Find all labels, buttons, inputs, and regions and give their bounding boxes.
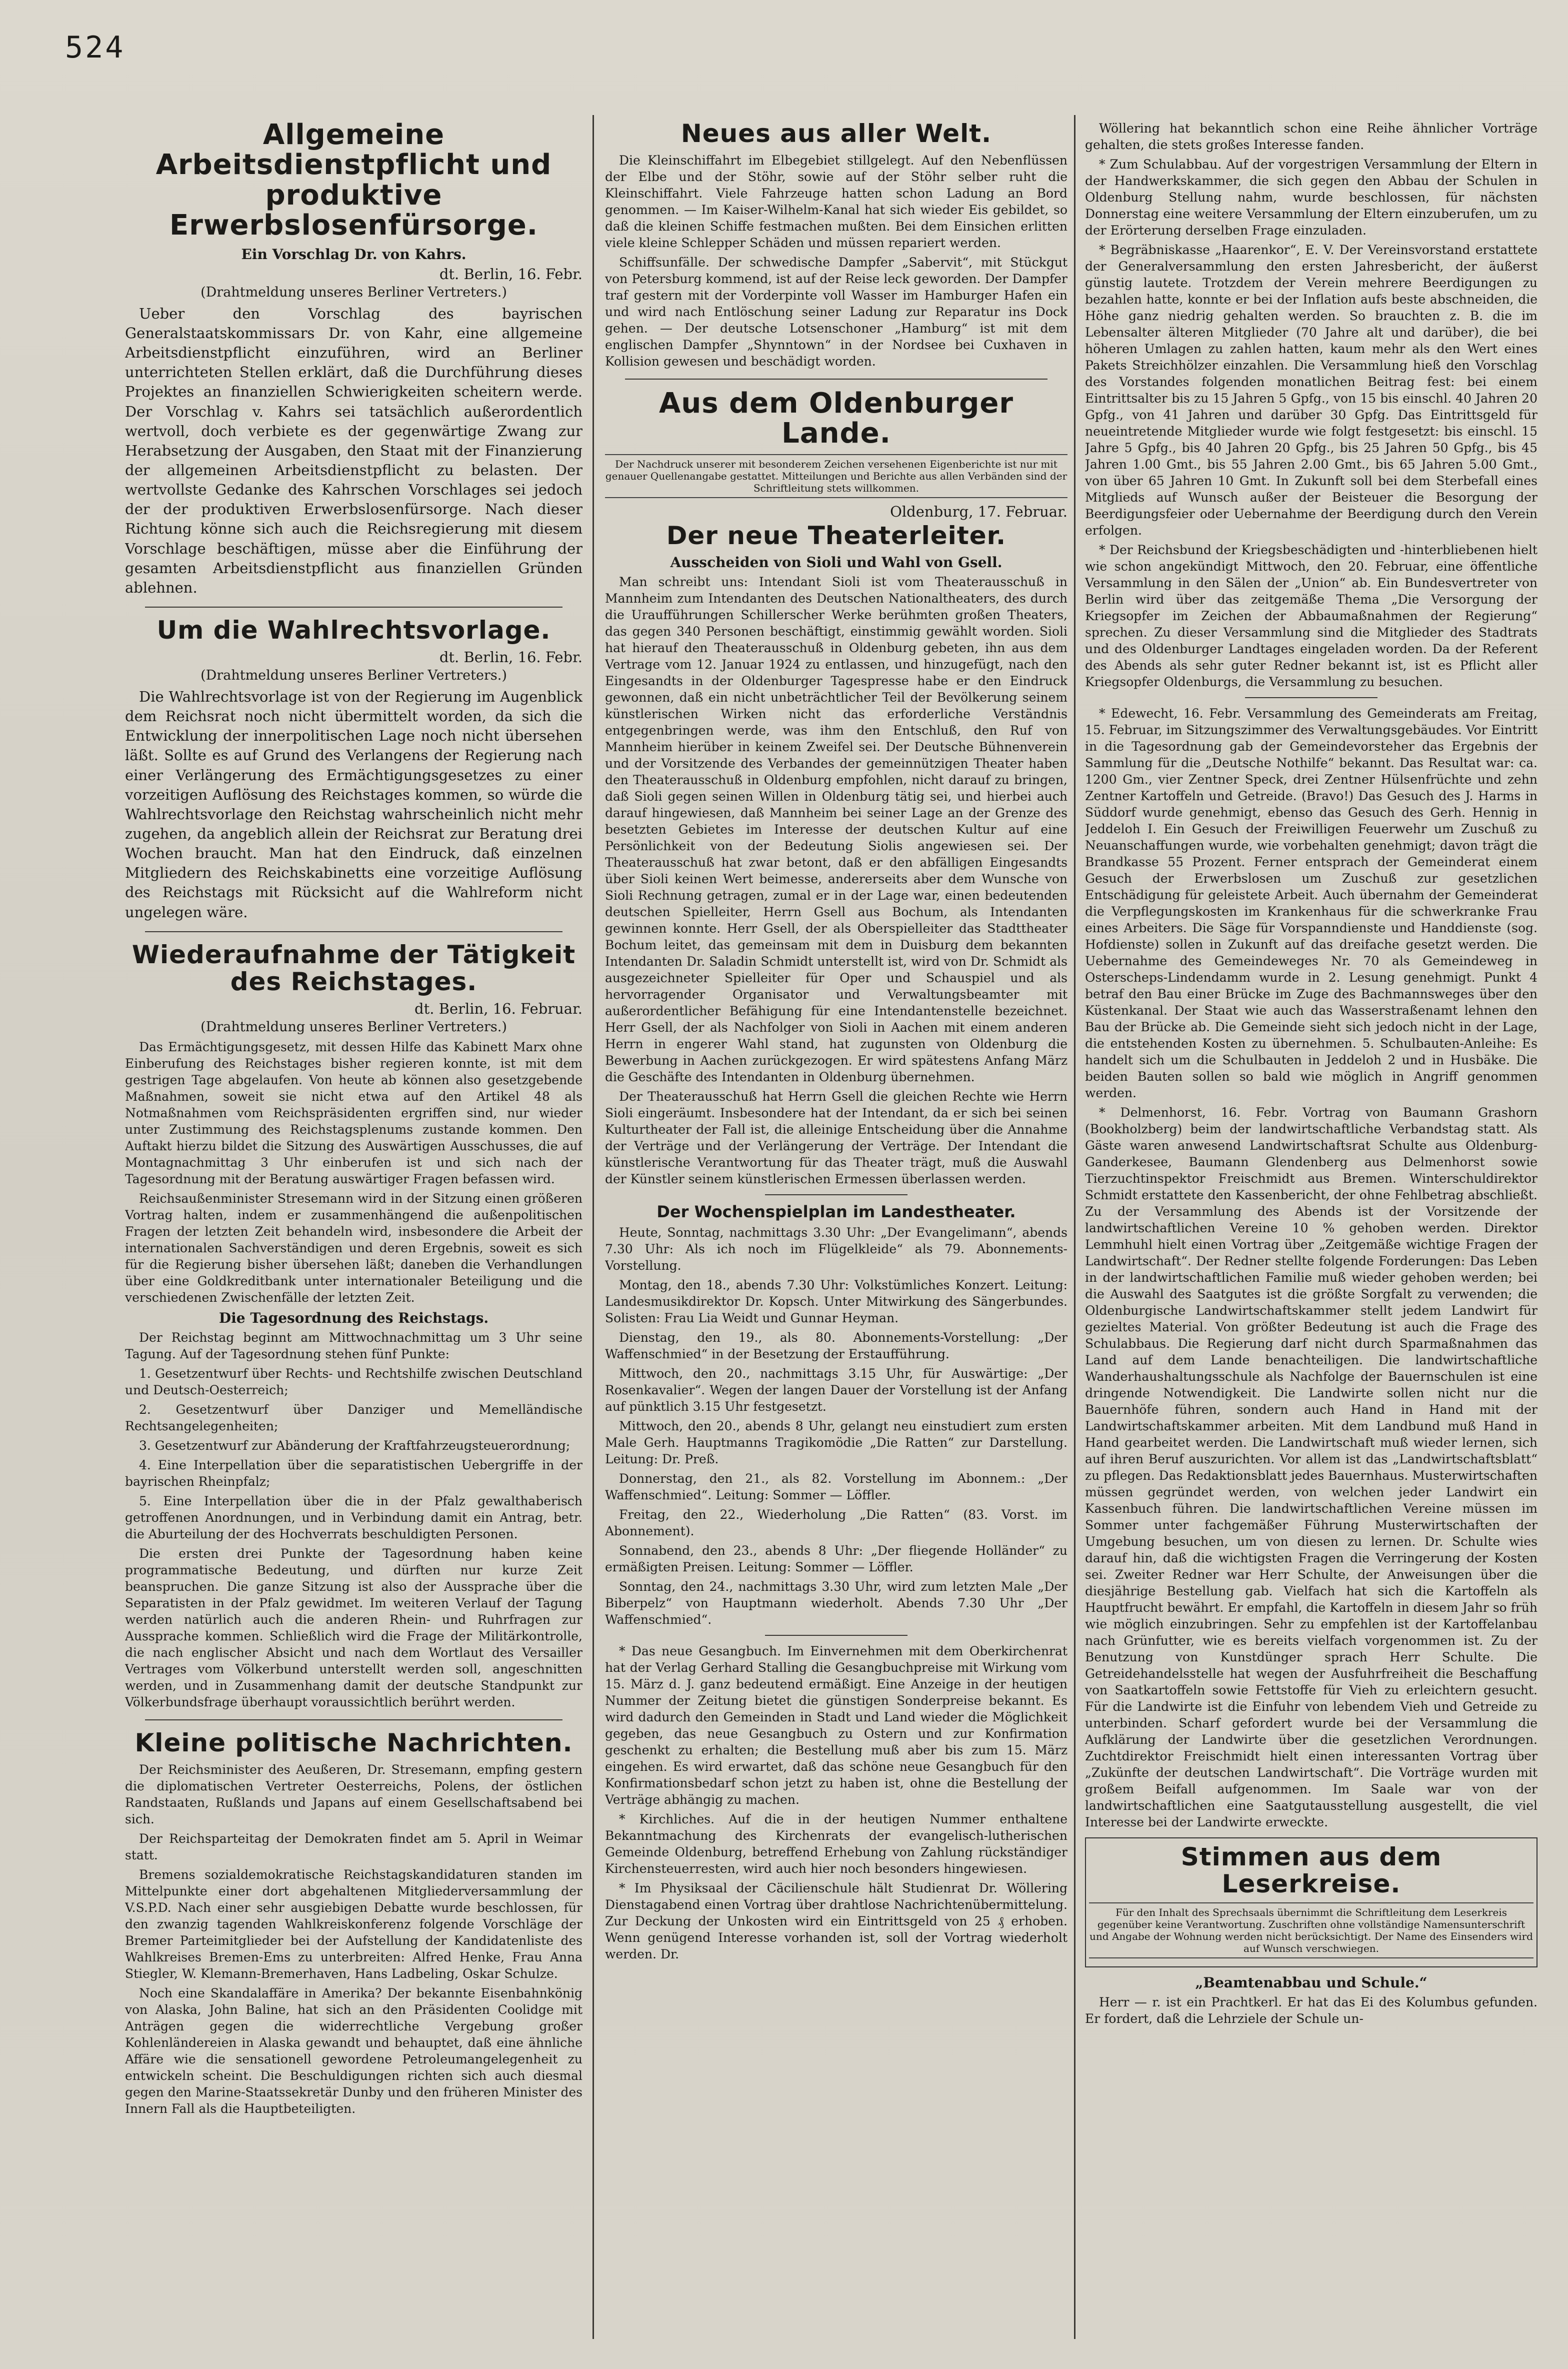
reader-voices-box [1085,1837,1538,1967]
local-note: * Der Reichsbund der Kriegsbeschädigten und -hinterbliebenen hielt wie schon angekündigt Mittwoch, den 20. Februar, eine öffentliche Versammlung in den Sälen der „Union“ ab. Ein Bundesvertreter von Berlin wird über das zeitgemäße Thema „Die Versorgung der Kriegsopfer im Zeichen der Abbaumaßnahmen der Regierung“ sprechen. Zu dieser Versammlung sind die Mitglieder des Stadtrats und des Oldenburger Landtages eingeladen worden. Da der Referent des Abends als sehr guter Redner bekannt ist, ist es Pflicht aller Kriegsopfer Oldenburgs, die Versammlung zu besuchen. [1085,543,1538,689]
news-item: Der Reichsminister des Aeußeren, Dr. Stresemann, empfing gestern die diplomatischen Vertreter Oesterreichs, Polens, der östlichen Randstaaten, Rußlands und Japans auf einem Gesellschaftsabend bei sich. [125,1762,582,1826]
article-body: Man schreibt uns: Intendant Sioli ist vom Theaterausschuß in Mannheim zum Intendanten des Deutschen Nationaltheaters, des durch die Uraufführungen Schillerscher Werke berühmten großen Theaters, das gegen 340 Personen beschäftigt, einstimmig gewählt worden. Sioli hat hierauf den Theaterausschuß in Oldenburg gebeten, ihn aus dem Vertrage vom 12. Januar 1924 zu entlassen, und hinzugefügt, nach den Eingesandts in der Oldenburger Tagespresse habe er den Eindruck gewonnen, daß ein nicht unbeträchtlicher Teil der Bevölkerung seinem künstlerischen Wirken nicht das erforderliche Verständnis entgegenbringen werde, was ihm den Entschluß, den Ruf von Mannheim hierüber in keinem Zweifel sei. Der Deutsche Bühnenverein und der Vorsitzende des Verbandes der gemeinnützigen Theater haben den Theaterausschuß in Oldenburg empfohlen, nicht darauf zu bringen, daß Sioli gegen seinen Willen in Oldenburg tätig sei, und hierbei auch darauf hingewiesen, daß Mannheim bei seiner Lage an der Grenze des besetzten Gebietes im Interesse der deutschen Kultur auf eine Persönlichkeit von der Bedeutung Siolis angewiesen sei. Der Theaterausschuß hat zwar betont, daß er den abfälligen Eingesandts über Sioli keinen Wert beimesse, andererseits aber dem Wunsche von Sioli Rechnung getragen, zumal er in der Lage war, einen bedeutenden deutschen Spielleiter, Herrn Gsell aus Bochum, als Intendanten gewinnen konnte. Herr Gsell, der als Oberspielleiter das Stadttheater Bochum leitet, das gemeinsam mit dem in Duisburg dem bekannten Intendanten Dr. Saladin Schmidt unterstellt ist, wird von Dr. Schmidt als ausgezeichneter Spielleiter für Oper und Schauspiel und als hervorragender Organisator und Verwaltungsbeamter mit außerordentlicher Befähigung für eine Intendantenstelle bezeichnet. Herr Gsell, der als Nachfolger von Sioli in Aachen mit einem anderen Herrn in engerer Wahl stand, hat zugunsten von Oldenburg die Bewerbung in Aachen zurückgezogen. Er wird spätestens Anfang März die Geschäfte des Intendanten in Oldenburg übernehmen. [605,574,1068,1084]
reprint-note: Der Nachdruck unserer mit besonderem Zeichen versehenen Eigenberichte ist nur mit genauer Quellenangabe gestattet. Mitteilungen und Berichte aus allen Verbänden sind der Schriftleitung stets willkommen. [605,454,1068,498]
dateline: dt. Berlin, 16. Februar. [414,1000,582,1017]
news-item: Bremens sozialdemokratische Reichstagskandidaturen standen im Mittelpunkte einer dort abgehaltenen Mitgliederversammlung der V.S.P.D. Nach einer sehr ausgiebigen Debatte wurde beschlossen, für den zwanzig tagenden Wahlkreiskonferenz folgende Vorschläge der Bremer Parteimitglieder bei der Aufstellung der Kandidatenliste des Wahlkreises Bremen-Ems zu unterbreiten: Alfred Henke, Frau Anna Stiegler, W. Klemann-Bremerhaven, Hans Ladbeling, Oskar Schulze. [125,1867,582,1981]
local-note: Wöllering hat bekanntlich schon eine Reihe ähnlicher Vorträge gehalten, die stets großes Interesse fanden. [1085,121,1538,152]
news-item: Schiffsunfälle. Der schwedische Dampfer „Sabervit“, mit Stückgut von Petersburg kommend, ist auf der Reise leck geworden. Der Dampfer traf gestern mit der Vorderpinte voll Wasser im Hamburger Hafen ein und wird nach Entlöschung seiner Ladung zur Reparatur ins Dock gehen. — Der deutsche Lotsenschoner „Hamburg“ ist mit dem englischen Dampfer „Shynntown“ in der Nordsee bei Cuxhaven in Kollision gewesen und beschädigt worden. [605,255,1068,369]
wire-note: (Drahtmeldung unseres Berliner Vertreters.) [200,284,507,300]
program-item: Sonntag, den 24., nachmittags 3.30 Uhr, wird zum letzten Male „Der Biberpelz“ von Hauptmann wiederholt. Abends 7.30 Uhr „Der Waffenschmied“. [605,1579,1068,1627]
agenda-item: 1. Gesetzentwurf über Rechts- und Rechtshilfe zwischen Deutschland und Deutsch-Oesterreich; [125,1366,582,1397]
wire-note: (Drahtmeldung unseres Berliner Vertreters.) [200,667,507,683]
program-item: Montag, den 18., abends 7.30 Uhr: Volkstümliches Konzert. Leitung: Landesmusikdirektor Dr. Kopsch. Unter Mitwirkung des Sängerbundes. Solisten: Frau Lia Weidt und Gunnar Heyman. [605,1277,1068,1325]
article-body: Ueber den Vorschlag des bayrischen Generalstaatskommissars Dr. von Kahr, eine allgemeine Arbeitsdienstpflicht einzuführen, wird an Berliner unterrichteten Stellen erklärt, daß die Durchführung dieses Projektes an finanziellen Schwierigkeiten scheitern werde. Der Vorschlag v. Kahrs sei tatsächlich außerordentlich wertvoll, doch verbiete es der gegenwärtige Zwang zur Herabsetzung der Ausgaben, den Staat mit der Finanzierung der allgemeinen Arbeitsdienstpflicht zu belasten. Der wertvollste Gedanke des Kahrschen Vorschlages sei jedoch der der produktiven Erwerbslosenfürsorge. Nach dieser Richtung könne sich auch die Reichsregierung mit diesem Vorschlage beschäftigen, müsse aber die Einführung der gesamten Arbeitsdienstpflicht aus finanziellen Gründen ablehnen. [125,305,582,596]
separator [145,607,562,608]
section-title-oldenburger-lande: Aus dem Oldenburger Lande. [659,387,1014,450]
separator [765,1635,908,1636]
separator [145,1719,562,1720]
news-item: Noch eine Skandalaffäre in Amerika? Der bekannte Eisenbahnkönig von Alaska, John Baline, hat sich an den Präsidenten Coolidge mit Anträgen gegen die widerrechtliche Vergebung großer Kohlenländereien in Alaska gewandt und behauptet, daß eine ähnliche Affäre wie die sensationell gewordene Petroleumangelegenheit zu entwickeln scheint. Die Beschuldigungen richten sich auch diesmal gegen den Marine-Staatssekretär Dunby und den früheren Minister des Innern Fall als die Hauptbeteiligten. [125,1985,582,2116]
letter-body: Herr — r. ist ein Prachtkerl. Er hat das Ei des Kolumbus gefunden. Er fordert, daß die Lehrziele der Schule un- [1085,1995,1538,2026]
local-note: * Im Physiksaal der Cäcilienschule hält Studienrat Dr. Wöllering Dienstagabend einen Vortrag über drahtlose Nachrichtenübermittelung. Zur Deckung der Unkosten wird ein Eintrittsgeld von 25 ₰ erhoben. Wenn genügend Interesse vorhanden ist, soll der Vortrag wiederholt werden. Dr. [605,1880,1068,1961]
article-title-theaterleiter: Der neue Theaterleiter. [666,521,1006,550]
separator [625,379,1048,380]
letter-title: „Beamtenabbau und Schule.“ [1195,1974,1428,1991]
wire-note: (Drahtmeldung unseres Berliner Vertreters.) [200,1019,507,1035]
column-left [125,120,582,2339]
disclaimer-note: Für den Inhalt des Sprechsaals übernimmt die Schriftleitung dem Leserkreis gegenüber keine Verantwortung. Zuschriften ohne vollständige Namensunterschrift und Angabe der Wohnung werden nicht berücksichtigt. Der Name des Einsenders wird auf Wunsch verschwiegen. [1089,1902,1534,1958]
column-rule [1074,115,1076,2339]
program-item: Heute, Sonntag, nachmittags 3.30 Uhr: „Der Evangelimann“, abends 7.30 Uhr: Als ich noch im Flügelkleide“ als 79. Abonnements-Vorstellung. [605,1225,1068,1273]
article-body: Reichsaußenminister Stresemann wird in der Sitzung einen größeren Vortrag halten, indem er zusammenhängend die außenpolitischen Fragen der letzten Zeit behandeln wird, insbesondere die Arbeit der internationalen Sachverständigen und deren Ergebnis, soweit es sich für die Regierung bisher übersehen läßt; daneben die Verhandlungen über eine Goldkreditbank unter internationaler Beteiligung und die verschiedenen Zwischenfälle der letzten Zeit. [125,1191,582,1305]
agenda-item: 3. Gesetzentwurf zur Abänderung der Kraftfahrzeugsteuerordnung; [139,1438,570,1453]
article-body: Das Ermächtigungsgesetz, mit dessen Hilfe das Kabinett Marx ohne Einberufung des Reichstages bisher regieren konnte, ist mit dem gestrigen Tage abgelaufen. Von heute ab können also gesetzgebende Maßnahmen, soweit sie nicht etwa auf den Artikel 48 als Notmaßnahmen vom Reichspräsidenten ergriffen sind, nur wieder unter Zustimmung des Reichstagsplenums zustande kommen. Den Auftakt hierzu bildet die Sitzung des Auswärtigen Ausschusses, die auf Montagnachmittag 3 Uhr einberufen ist und sich nach der Tagesordnung mit der Beratung auswärtiger Fragen befassen wird. [125,1039,582,1186]
local-note: * Zum Schulabbau. Auf der vorgestrigen Versammlung der Eltern in der Handwerkskammer, die sich gegen den Abbau der Schulen in Oldenburg Stellung nahm, wurde beschlossen, für nächsten Donnerstag eine weitere Versammlung der Eltern einzuberufen, um zu der Erörterung derselben Frage einzuladen. [1085,157,1538,238]
column-rule [592,115,594,2339]
article-subtitle: Ein Vorschlag Dr. von Kahrs. [241,246,466,263]
agenda-item: 5. Eine Interpellation über die in der Pfalz gewalthaberisch getroffenen Anordnungen, und in Verbindung damit ein Antrag, betr. die Aburteilung der des Hochverrats beschuldigten Personen. [125,1493,582,1541]
column-middle [605,120,1068,2339]
local-note: * Delmenhorst, 16. Febr. Vortrag von Baumann Grashorn (Bookholzberg) beim der landwirtschaftliche Verbandstag statt. Als Gäste waren anwesend Landwirtschaftsrat Schulte aus Oldenburg-Ganderkesee, Baumann Glendenberg aus Delmenhorst sowie Tierzuchtinspektor Freischmidt aus Bremen. Winterschuldirektor Schmidt erstattete den Kassenbericht, der ohne Fehlbetrag abschließt. Zu der Versammlung des Abends ist der Vorsitzende der landwirtschaftlichen Vereine 10 % gehoben werden. Direktor Lemmhuhl hielt einen Vortrag über „Zeitgemäße wichtige Fragen der Landwirtschaft“. Der Redner stellte folgende Forderungen: Das Leben in der landwirtschaftlichen Familie muß wieder gehoben werden; bei die Auswahl des Saatgutes ist die größte Sorgfalt zu verwenden; die Oldenburgische Landwirtschaftskammer stellt jedem Landwirt für gezieltes Material. Von größter Bedeutung ist auch die Frage des Schulabbaus. Die Regierung darf nicht durch Sparmaßnahmen das Land auf dem Lande benachteiligen. Die landwirtschaftliche Wanderhaushaltungsschule als Nachfolge der Bauernschulen ist eine dringende Notwendigkeit. Die Landwirte sollen nicht nur die Bauernhöfe führen, sondern auch Hand in Hand mit der Landwirtschaftskammer arbeiten. Mit dem Landbund muß Hand in Hand gearbeitet werden. Die Landwirtschaft muß wieder lernen, sich auf ihren Beruf auszurichten. Vor allem ist das „Landwirtschaftsblatt“ zu pflegen. Das Redaktionsblatt jedes Bauernhaus. Musterwirtschaften müssen gegründet werden, von welchen jeder Landwirt ein Kassenbuch führen. Die landwirtschaftlichen Vereine müssen im Sommer unter fachgemäßer Führung Musterwirtschaften der Umgebung besuchen, um von diesen zu lernen. Dr. Schulte wies darauf hin, daß die wichtigsten Fragen die Verringerung der Kosten sei. Zweiter Redner war Herr Schulte, der Anweisungen über die diesjährige Bestellung gab. Vielfach hat sich die Kartoffeln als Hauptfrucht bewährt. Er empfahl, die Kartoffeln in diesem Jahr so früh wie möglich einzubringen. Sehr zu empfehlen ist der Kartoffelanbau nach Grünfutter, wie es bereits vielfach vorgenommen ist. Zu der Benutzung von Kunstdünger sprach Herr Schulte. Die Getreidehandelsstelle hat wegen der Ausfuhrfreiheit die Beschaffung von Saatkartoffeln sowie Fettstoffe für Vieh zu erleichtern gesucht. Für die Landwirte ist die Einfuhr von lebendem Vieh und Getreide zu unterbinden. Scharf gefordert wurde bei der Versammlung die Aufklärung der Landwirte über die gesetzlichen Verordnungen. Zuchtdirektor Freischmidt hielt einen interessanten Vortrag über „Zukünfte der deutschen Landwirtschaft“. Die Vorträge wurden mit großem Beifall aufgenommen. Im Saale war von der landwirtschaftlichen eine Saatgutausstellung ausgestellt, die viel Interesse bei der Landwirte erweckte. [1085,1105,1538,1829]
news-item: Der Reichsparteitag der Demokraten findet am 5. April in Weimar statt. [125,1831,582,1862]
column-right [1085,120,1538,2339]
article-body: Der Theaterausschuß hat Herrn Gsell die gleichen Rechte wie Herrn Sioli eingeräumt. Insbesondere hat der Intendant, da er sich bei seinen Kulturtheater der Fall ist, die alleinige Entscheidung über die Annahme der Verträge und der Verlängerung der Verträge. Der Intendant die künstlerische Verantwortung für das Theater trägt, muß die Auswahl der Künstler seinem künstlerischen Ermessen überlassen werden. [605,1089,1068,1186]
program-item: Sonnabend, den 23., abends 8 Uhr: „Der fliegende Holländer“ zu ermäßigten Preisen. Leitung: Sommer — Löffler. [605,1543,1068,1574]
section-title-leserkreis: Stimmen aus dem Leserkreise. [1180,1842,1442,1898]
article-title-arbeitsdienstpflicht: Allgemeine Arbeitsdienstpflicht und produktive Erwerbslosenfürsorge. [156,120,552,242]
article-subtitle: Ausscheiden von Sioli und Wahl von Gsell. [670,554,1002,571]
article-title-reichstag: Wiederaufnahme der Tätigkeit des Reichstages. [132,940,576,996]
dateline: Oldenburg, 17. Februar. [890,503,1068,520]
agenda-item: 4. Eine Interpellation über die separatistischen Uebergriffe in der bayrischen Rheinpfalz; [125,1457,582,1489]
article-title-neues-aus-aller-welt: Neues aus aller Welt. [680,120,992,148]
article-title-kleine-nachrichten: Kleine politische Nachrichten. [134,1728,573,1757]
program-item: Donnerstag, den 21., als 82. Vorstellung im Abonnem.: „Der Waffenschmied“. Leitung: Sommer — Löffler. [605,1471,1068,1502]
article-title-wochenspielplan: Der Wochenspielplan im Landestheater. [656,1202,1016,1221]
separator [145,931,562,932]
agenda-item: 2. Gesetzentwurf über Danziger und Memelländische Rechtsangelegenheiten; [125,1402,582,1433]
program-item: Freitag, den 22., Wiederholung „Die Ratten“ (83. Vorst. im Abonnement). [605,1507,1068,1538]
separator [765,1194,908,1195]
article-body: Die ersten drei Punkte der Tagesordnung haben keine programmatische Bedeutung, und dürften nur kurze Zeit beanspruchen. Die ganze Sitzung ist also der Aussprache über die Separatisten in der Pfalz gewidmet. Im weiteren Verlauf der Tagung werden natürlich auch die anderen Rhein- und Ruhrfragen zur Aussprache kommen. Schließlich wird die Frage der Militärkontrolle, die nach englischer Absicht und nach dem Wortlaut des Versailler Vertrages vom Völkerbund unterstellt werden soll, angeschnitten werden, und in Zusammenhang damit der deutsche Standpunkt zur Völkerbundsfrage überhaupt voraussichtlich berührt werden. [125,1546,582,1709]
section-subhead: Die Tagesordnung des Reichstags. [218,1309,489,1326]
program-item: Mittwoch, den 20., nachmittags 3.15 Uhr, für Auswärtige: „Der Rosenkavalier“. Wegen der langen Dauer der Vorstellung ist der Anfang auf pünktlich 3.15 Uhr festgesetzt. [605,1366,1068,1414]
local-note: * Begräbniskasse „Haarenkor“, E. V. Der Vereinsvorstand erstattete der Generalversammlung den ersten Jahresbericht, der äußerst günstig lautete. Trotzdem der Verein mehrere Beerdigungen zu bezahlen hatte, konnte er bei der Inflation aufs beste abschneiden, die Höhe ganz niedrig gehalten werden. So brauchten z. B. die im Lebensalter älteren Mitglieder (70 Jahre alt und darüber), die bei höheren Umlagen zu zahlen hatten, kaum mehr als den Wert eines Pakets Streichhölzer einzahlen. Die Versammlung hieß den Vorschlag des Vorstandes folgenden monatlichen Beitrag fest: bei einem Eintrittsalter bis zu 15 Jahren 5 Gpfg., von 15 bis einschl. 40 Jahren 20 Gpfg., von 41 Jahren und darüber 30 Gpfg. Das Eintrittsgeld für neueintretende Mitglieder wurde wie folgt festgesetzt: bis einschl. 15 Jahre 5 Gpfg., bis 40 Jahren 20 Gpfg., bis 25 Jahren 50 Gpfg., bis 45 Jahren 1.00 Gmt., bis 55 Jahren 2.00 Gmt., bis 65 Jahren 5.00 Gmt., von über 65 Jahren 10 Gmt. In Zukunft soll bei dem Sterbefall eines Mitglieds auf Wunsch außer der Beisteuer die Besorgung der Beerdigungsfeier oder Uebernahme der Beerdigung durch den Verein erfolgen. [1085,243,1538,538]
program-item: Dienstag, den 19., als 80. Abonnements-Vorstellung: „Der Waffenschmied“ in der Besetzung der Erstaufführung. [605,1330,1068,1361]
news-item: Die Kleinschiffahrt im Elbegebiet stillgelegt. Auf den Nebenflüssen der Elbe und der Stöhr, sowie auf der Stöhr selber ruht die Kleinschiffahrt. Viele Fahrzeuge hatten schon Ladung an Bord genommen. — Im Kaiser-Wilhelm-Kanal hat sich wieder Eis gebildet, so daß die kleinen Schiffe festmachen mußten. Bei dem Einsichen erlitten viele kleine Schlepper Schäden und müssen repariert werden. [605,153,1068,250]
program-item: Mittwoch, den 20., abends 8 Uhr, gelangt neu einstudiert zum ersten Male Gerh. Hauptmanns Tragikomödie „Die Ratten“ zur Darstellung. Leitung: Dr. Preß. [605,1418,1068,1466]
article-body: Der Reichstag beginnt am Mittwochnachmittag um 3 Uhr seine Tagung. Auf der Tagesordnung stehen fünf Punkte: [125,1330,582,1361]
local-note: * Kirchliches. Auf die in der heutigen Nummer enthaltene Bekanntmachung des Kirchenrats der evangelisch-lutherischen Gemeinde Oldenburg, betreffend Erhebung von Zahlung rückständiger Kirchensteuerresten, wird auch hier noch besonders hingewiesen. [605,1811,1068,1876]
local-note: * Edewecht, 16. Febr. Versammlung des Gemeinderats am Freitag, 15. Februar, im Sitzungszimmer des Verwaltungsgebäudes. Vor Eintritt in die Tagesordnung gab der Gemeindevorsteher das Ergebnis der Sammlung für die „Deutsche Nothilfe“ bekannt. Das Resultat war: ca. 1200 Gm., vier Zentner Speck, drei Zentner Hülsenfrüchte und zehn Zentner Kartoffeln und Getreide. (Bravo!) Das Gesuch des J. Harms in Süddorf wurde genehmigt, ebenso das Gesuch des Gerh. Hennig in Jeddeloh I. Ein Gesuch der Freiwilligen Feuerwehr um Zuschuß zu Neuanschaffungen wurde, wie vorbehalten genehmigt; davon trägt die Brandkasse 55 Prozent. Ferner entsprach der Gemeinderat einem Gesuch der Erwerbslosen um Zuschuß zur gesetzlichen Entschädigung für geleistete Arbeit. Auch übernahm der Gemeinderat die Verpflegungskosten im Krankenhaus für die schwerkranke Frau eines Arbeiters. Die Säge für Vorspanndienste und Handdienste (sog. Hofdienste) sollen in Zukunft auf das dreifache gesetzt werden. Die Uebernahme des Gemeindeweges Nr. 70 als Gemeindeweg in Osterscheps-Lindendamm wurde in 2. Lesung genehmigt. Punkt 4 betraf den Bau einer Brücke im Zuge des Bachmannsweges über den Küstenkanal. Der Staat wie auch das Wasserstraßenamt lehnen den Bau der Brücke ab. Die Gemeinde sieht sich jedoch nicht in der Lage, die entstehenden Kosten zu übernehmen. 5. Schulbauten-Anleihe: Es handelt sich um die Schulbauten in Jeddeloh 2 und in Husbäke. Die beiden Bauten sollen so bald wie möglich in Angriff genommen werden. [1085,706,1538,1100]
article-body: Die Wahlrechtsvorlage ist von der Regierung im Augenblick dem Reichsrat noch nicht übermittelt worden, da sich die Entwicklung der innerpolitischen Lage noch nicht übersehen läßt. Sollte es auf Grund des Verlangens der Regierung nach einer Verlängerung des Ermächtigungsgesetzes zu einer vorzeitigen Auflösung des Reichstages kommen, so würde die Wahlrechtsvorlage den Reichstag wahrscheinlich nicht mehr zugehen, da angeblich allein der Reichsrat zur Beratung drei Wochen braucht. Man hat den Eindruck, daß einzelnen Mitgliedern des Reichskabinetts eine vorzeitige Auflösung des Reichstags mit Rücksicht auf die Wahlreform nicht ungelegen wäre. [125,688,582,921]
dateline: dt. Berlin, 16. Febr. [439,648,582,666]
dateline: dt. Berlin, 16. Febr. [439,265,582,283]
article-title-wahlrechtsvorlage: Um die Wahlrechtsvorlage. [156,615,551,645]
local-note: * Das neue Gesangbuch. Im Einvernehmen mit dem Oberkirchenrat hat der Verlag Gerhard Stalling die Gesangbuchpreise mit Wirkung vom 15. März d. J. ganz bedeutend ermäßigt. Eine Anzeige in der heutigen Nummer der Zeitung bietet die günstigen Sonderpreise bekannt. Es wird dadurch den Gemeinden in Stadt und Land wieder die Möglichkeit gegeben, das neue Gesangbuch zu Ostern und zur Konfirmation geschenkt zu erhalten; die Bestellung muß aber bis zum 15. März eingehen. Es wird erwartet, daß das schöne neue Gesangbuch für den Konfirmationsbedarf schon jetzt zu haben ist, ohne die Bestellung der Verträge abhängig zu machen. [605,1643,1068,1807]
page-number: 524 [65,30,126,65]
separator [1245,697,1378,698]
